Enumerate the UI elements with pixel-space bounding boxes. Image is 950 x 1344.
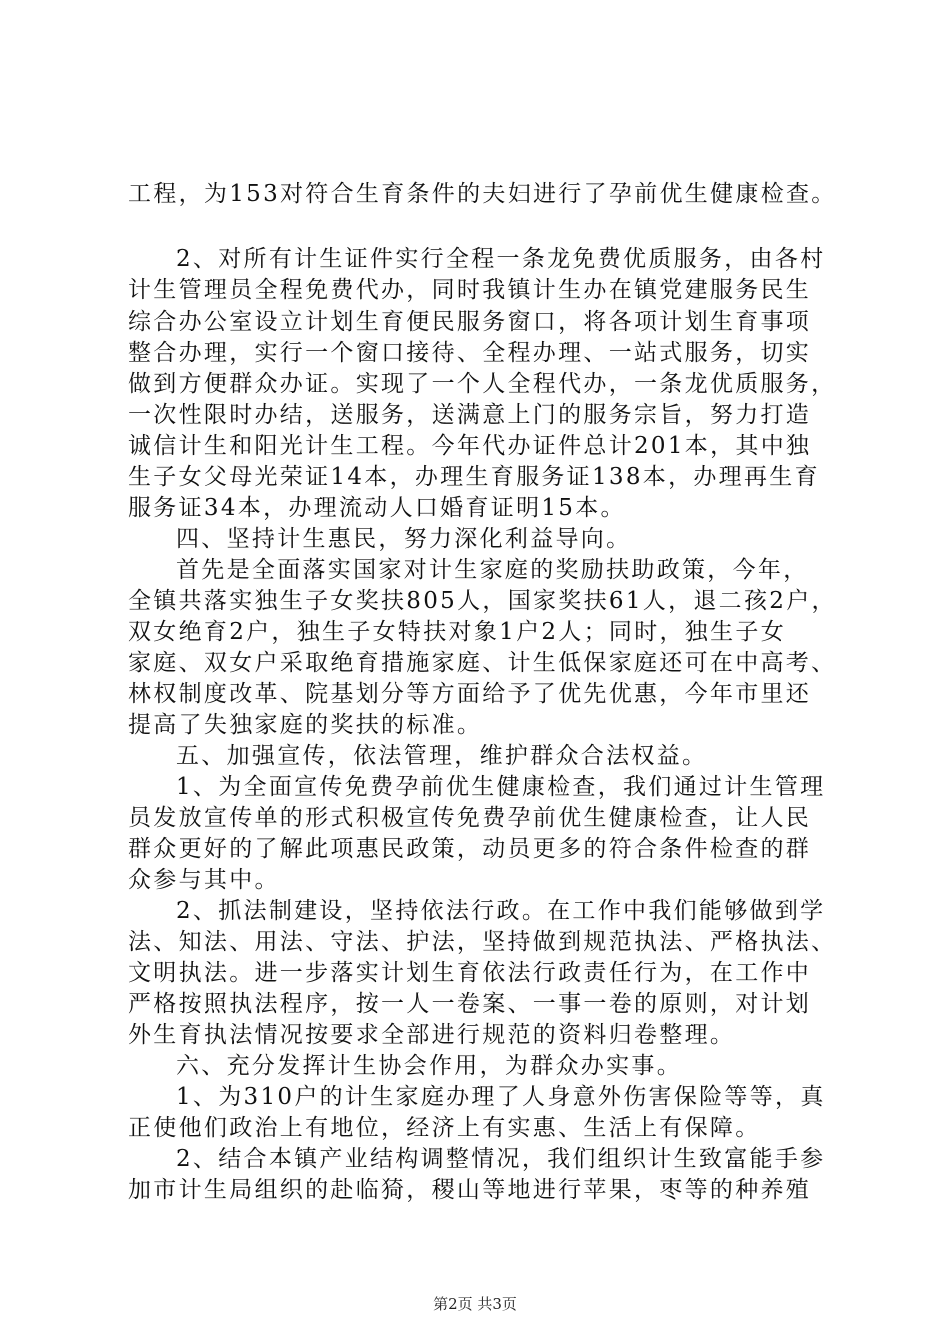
text-line: 2、结合本镇产业结构调整情况，我们组织计生致富能手参 xyxy=(176,1146,826,1172)
text-line: 加市计生局组织的赴临猗，稷山等地进行苹果，枣等的种养殖 xyxy=(128,1177,812,1203)
text-line: 员发放宣传单的形式积极宣传免费孕前优生健康检查，让人民 xyxy=(128,805,812,831)
text-line: 法、知法、用法、守法、护法，坚持做到规范执法、严格执法、 xyxy=(128,929,837,955)
text-line: 计生管理员全程免费代办，同时我镇计生办在镇党建服务民生 xyxy=(128,277,812,303)
text-line: 一次性限时办结，送服务，送满意上门的服务宗旨，努力打造 xyxy=(128,402,812,428)
text-line: 整合办理，实行一个窗口接待、全程办理、一站式服务，切实 xyxy=(128,340,812,366)
text-line: 严格按照执法程序，按一人一卷案、一事一卷的原则，对计划 xyxy=(128,991,812,1017)
text-line: 首先是全面落实国家对计生家庭的奖励扶助政策，今年， xyxy=(176,557,809,583)
section-heading: 四、坚持计生惠民，努力深化利益导向。 xyxy=(176,526,632,552)
section-heading: 六、充分发挥计生协会作用，为群众办实事。 xyxy=(176,1053,682,1079)
text-line: 群众更好的了解此项惠民政策，动员更多的符合条件检查的群 xyxy=(128,836,812,862)
text-line: 诚信计生和阳光计生工程。今年代办证件总计201本，其中独 xyxy=(128,433,812,459)
text-line: 外生育执法情况按要求全部进行规范的资料归卷整理。 xyxy=(128,1022,736,1048)
text-line: 林权制度改革、院基划分等方面给予了优先优惠，今年市里还 xyxy=(128,681,812,707)
text-line: 家庭、双女户采取绝育措施家庭、计生低保家庭还可在中高考、 xyxy=(128,650,837,676)
text-line: 众参与其中。 xyxy=(128,867,280,893)
text-line: 提高了失独家庭的奖扶的标准。 xyxy=(128,712,483,738)
text-line: 生子女父母光荣证14本，办理生育服务证138本，办理再生育 xyxy=(128,464,820,490)
text-line: 2、对所有计生证件实行全程一条龙免费优质服务，由各村 xyxy=(176,246,826,272)
text-line: 文明执法。进一步落实计划生育依法行政责任行为，在工作中 xyxy=(128,960,812,986)
text-line: 综合办公室设立计划生育便民服务窗口，将各项计划生育事项 xyxy=(128,309,812,335)
text-line: 1、为310户的计生家庭办理了人身意外伤害保险等等，真 xyxy=(176,1084,826,1110)
text-line: 正使他们政治上有地位，经济上有实惠、生活上有保障。 xyxy=(128,1115,761,1141)
text-line: 全镇共落实独生子女奖扶805人，国家奖扶61人，退二孩2户， xyxy=(128,588,837,614)
section-heading: 五、加强宣传，依法管理，维护群众合法权益。 xyxy=(176,743,708,769)
page-number-footer: 第2页 共3页 xyxy=(433,1295,517,1313)
text-line: 工程，为153对符合生育条件的夫妇进行了孕前优生健康检查。 xyxy=(128,181,837,207)
text-line: 1、为全面宣传免费孕前优生健康检查，我们通过计生管理 xyxy=(176,774,826,800)
text-line: 2、抓法制建设，坚持依法行政。在工作中我们能够做到学 xyxy=(176,898,826,924)
text-line: 双女绝育2户，独生子女特扶对象1户2人；同时，独生子女 xyxy=(128,619,786,645)
text-line: 做到方便群众办证。实现了一个人全程代办，一条龙优质服务， xyxy=(128,371,837,397)
text-line: 服务证34本，办理流动人口婚育证明15本。 xyxy=(128,495,626,521)
